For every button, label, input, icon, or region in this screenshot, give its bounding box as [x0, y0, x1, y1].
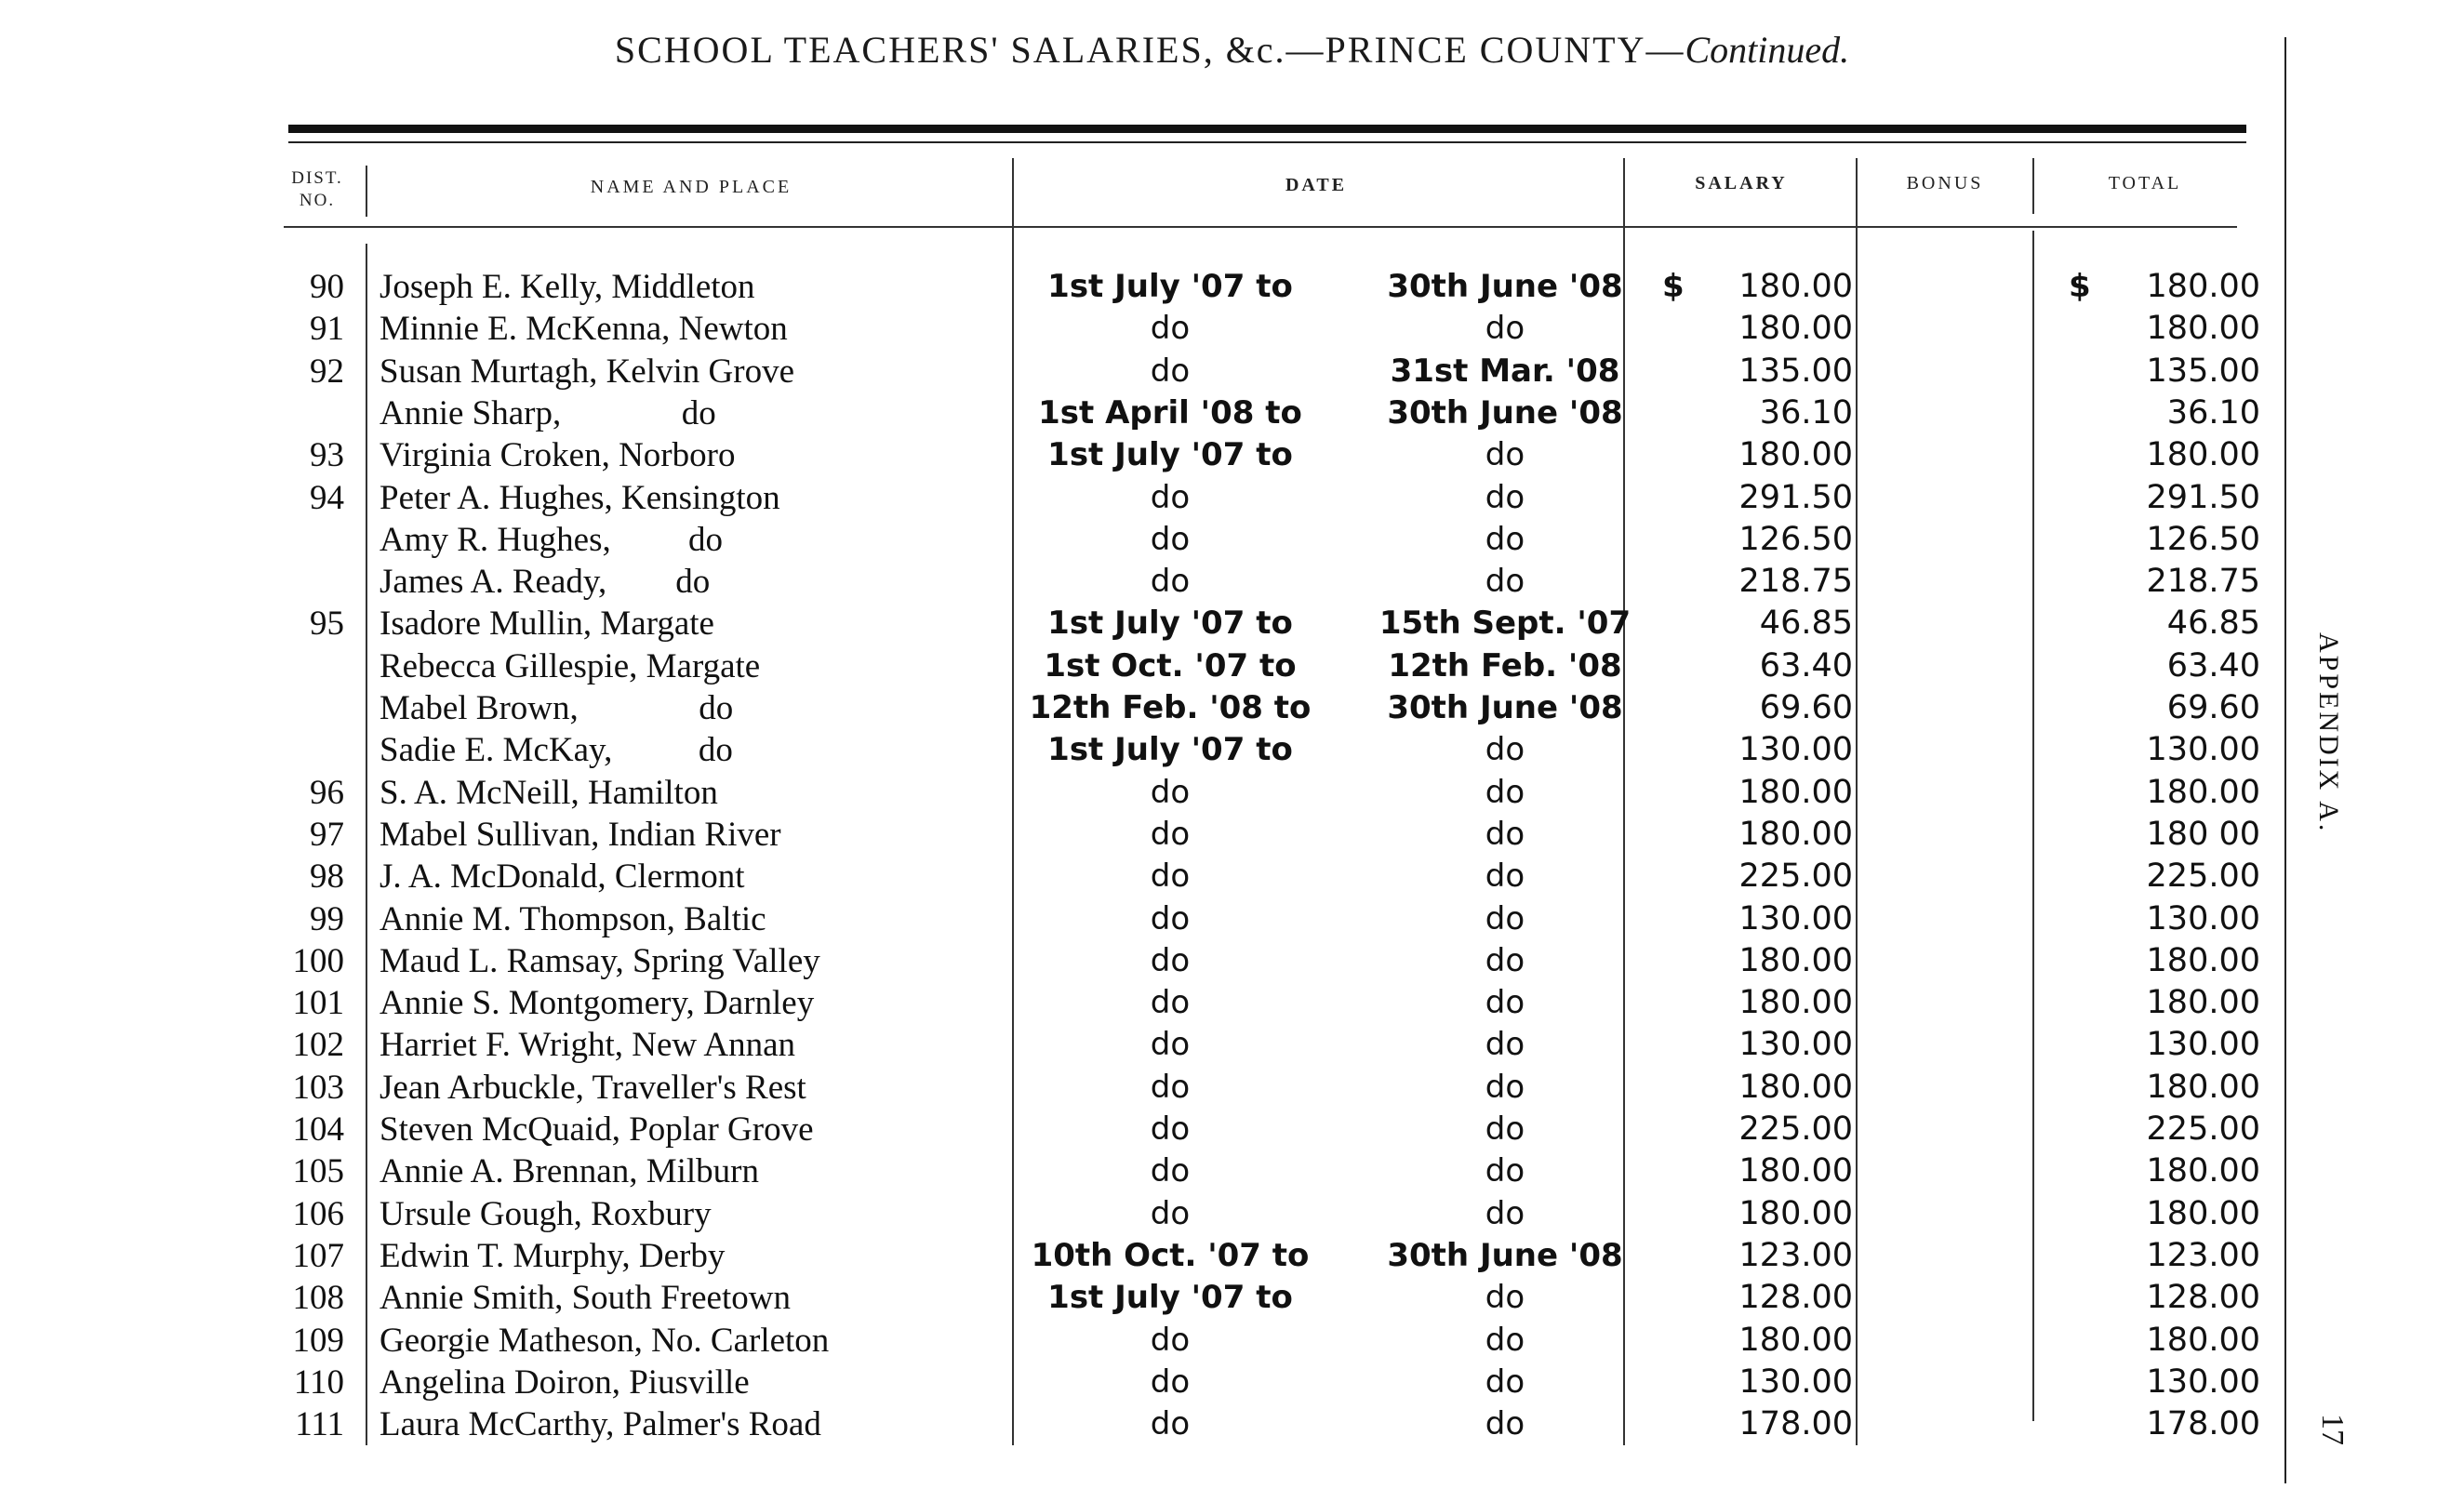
total-value: 130.00 [2146, 1362, 2260, 1401]
date-to: do [1485, 1321, 1525, 1359]
salary-value: 218.75 [1738, 563, 1853, 601]
table-row [0, 1067, 2464, 1109]
salary-value: 180.00 [1738, 1194, 1853, 1232]
date-to: do [1485, 899, 1525, 937]
name-and-place: Amy R. Hughes, do [380, 520, 723, 559]
date-from: do [1150, 1194, 1191, 1232]
date-to: 12th Feb. '08 [1388, 646, 1622, 685]
table-row [0, 1193, 2464, 1235]
total-value: 130.00 [2146, 731, 2260, 769]
date-from: 10th Oct. '07 to [1031, 1236, 1310, 1274]
table-row [0, 477, 2464, 519]
name-and-place: Virginia Croken, Norboro [380, 436, 736, 475]
total-value: 180.00 [2146, 268, 2260, 305]
salary-value: 180.00 [1738, 1068, 1853, 1106]
salary-value: 63.40 [1759, 646, 1853, 685]
date-to: do [1485, 478, 1525, 516]
date-to: do [1485, 984, 1525, 1022]
total-value: 178.00 [2146, 1405, 2260, 1443]
total-value: 180.00 [2146, 1068, 2260, 1106]
total-value: 180.00 [2146, 941, 2260, 979]
title-continued: Continued. [1685, 29, 1850, 71]
table-row [0, 1403, 2464, 1445]
date-to: do [1485, 310, 1525, 348]
salary-value: 178.00 [1738, 1405, 1853, 1443]
salary-value: 180.00 [1738, 1152, 1853, 1190]
dist-no: 110 [293, 1362, 344, 1402]
name-and-place: James A. Ready, do [380, 563, 711, 602]
table-row [0, 519, 2464, 561]
name-and-place: Harriet F. Wright, New Annan [380, 1026, 795, 1065]
date-from: do [1150, 1026, 1191, 1064]
col-header-total: TOTAL [2108, 173, 2182, 193]
name-and-place: Mabel Brown, do [380, 689, 734, 727]
table-row [0, 351, 2464, 392]
table-row [0, 687, 2464, 729]
table-top-thin-rule [288, 141, 2246, 143]
date-to: 15th Sept. '07 [1379, 605, 1632, 643]
date-to: do [1485, 773, 1525, 811]
table-row [0, 392, 2464, 434]
salary-value: 180.00 [1738, 310, 1853, 348]
date-from: 1st July '07 to [1047, 436, 1293, 474]
salary-value: 180.00 [1738, 815, 1853, 853]
salary-value: 130.00 [1738, 1362, 1853, 1401]
table-row [0, 898, 2464, 940]
dist-no: 111 [295, 1405, 344, 1444]
date-to: do [1485, 1362, 1525, 1401]
date-from: 1st July '07 to [1047, 1279, 1293, 1317]
salary-value: 130.00 [1738, 731, 1853, 769]
name-and-place: Annie S. Montgomery, Darnley [380, 984, 815, 1023]
total-value: 69.60 [2166, 689, 2260, 726]
table-row [0, 1277, 2464, 1319]
date-from: 1st July '07 to [1047, 731, 1293, 769]
dist-no: 92 [310, 352, 344, 391]
salary-value: 291.50 [1738, 478, 1853, 516]
total-value: 180.00 [2146, 984, 2260, 1022]
date-from: do [1150, 520, 1191, 558]
date-to: 30th June '08 [1387, 268, 1623, 305]
dist-no: 90 [310, 268, 344, 306]
salary-value: 180.00 [1738, 436, 1853, 474]
table-row [0, 645, 2464, 687]
salary-value: 180.00 [1738, 773, 1853, 811]
col-header-name: NAME AND PLACE [590, 177, 792, 197]
appendix-label: APPENDIX A. [2313, 632, 2344, 834]
name-and-place: Isadore Mullin, Margate [380, 605, 714, 644]
total-value: 130.00 [2146, 899, 2260, 937]
dist-no: 100 [292, 941, 344, 980]
date-to: 30th June '08 [1387, 393, 1623, 432]
dist-no: 91 [310, 310, 344, 349]
name-and-place: Rebecca Gillespie, Margate [380, 646, 761, 685]
name-and-place: Laura McCarthy, Palmer's Road [380, 1405, 821, 1444]
total-value: 180.00 [2146, 436, 2260, 474]
salary-value: 130.00 [1738, 1026, 1853, 1064]
col-header-dist-line1: DIST. [291, 168, 343, 188]
col-rule-dist-header [366, 166, 367, 217]
total-value: 180.00 [2146, 1152, 2260, 1190]
table-row [0, 1320, 2464, 1362]
date-from: do [1150, 941, 1191, 979]
name-and-place: J. A. McDonald, Clermont [380, 857, 745, 897]
dist-no: 97 [310, 815, 344, 854]
name-and-place: Minnie E. McKenna, Newton [380, 310, 788, 349]
page-number: 17 [2315, 1414, 2350, 1445]
dist-no: 105 [292, 1152, 344, 1191]
name-and-place: Ursule Gough, Roxbury [380, 1194, 712, 1233]
table-row [0, 561, 2464, 603]
title-main: SCHOOL TEACHERS' SALARIES, &c.—PRINCE COUNTY— [614, 29, 1685, 71]
date-to: do [1485, 1405, 1525, 1443]
salary-value: 128.00 [1738, 1279, 1853, 1317]
date-from: 1st April '08 to [1038, 393, 1302, 432]
total-value: 130.00 [2146, 1026, 2260, 1064]
date-from: do [1150, 773, 1191, 811]
date-from: do [1150, 857, 1191, 896]
dist-no: 98 [310, 857, 344, 897]
salary-value: 126.50 [1738, 520, 1853, 558]
name-and-place: Annie A. Brennan, Milburn [380, 1152, 759, 1191]
dist-no: 93 [310, 436, 344, 475]
col-header-bonus: BONUS [1906, 173, 1984, 193]
table-row [0, 1150, 2464, 1192]
date-to: do [1485, 815, 1525, 853]
col-header-dist [279, 167, 355, 212]
date-to: do [1485, 731, 1525, 769]
name-and-place: Georgie Matheson, No. Carleton [380, 1321, 830, 1360]
name-and-place: Angelina Doiron, Piusville [380, 1362, 750, 1402]
table-row [0, 603, 2464, 645]
salary-value: 36.10 [1759, 393, 1853, 432]
total-value: 180.00 [2146, 773, 2260, 811]
dist-no: 109 [292, 1321, 344, 1360]
date-to: do [1485, 1152, 1525, 1190]
total-dollar-sign: $ [2069, 268, 2091, 305]
date-from: do [1150, 984, 1191, 1022]
table-row [0, 1024, 2464, 1066]
total-value: 225.00 [2146, 1110, 2260, 1148]
date-from: 1st Oct. '07 to [1044, 646, 1297, 685]
date-to: do [1485, 436, 1525, 474]
total-value: 36.10 [2166, 393, 2260, 432]
table-row [0, 814, 2464, 856]
total-value: 126.50 [2146, 520, 2260, 558]
salary-value: 123.00 [1738, 1236, 1853, 1274]
date-from: do [1150, 1110, 1191, 1148]
salary-value: 180.00 [1738, 984, 1853, 1022]
total-value: 180.00 [2146, 1321, 2260, 1359]
dist-no: 101 [292, 984, 344, 1023]
name-and-place: Susan Murtagh, Kelvin Grove [380, 352, 794, 391]
date-from: do [1150, 1152, 1191, 1190]
total-value: 135.00 [2146, 352, 2260, 390]
date-from: do [1150, 1321, 1191, 1359]
name-and-place: S. A. McNeill, Hamilton [380, 773, 718, 812]
total-value: 218.75 [2146, 563, 2260, 601]
col-header-salary: SALARY [1695, 173, 1788, 193]
table-row [0, 266, 2464, 308]
salary-value: 46.85 [1759, 605, 1853, 643]
total-value: 180.00 [2146, 1194, 2260, 1232]
date-from: 1st July '07 to [1047, 605, 1293, 643]
date-from: do [1150, 478, 1191, 516]
date-to: do [1485, 563, 1525, 601]
salary-value: 180.00 [1738, 268, 1853, 305]
date-to: do [1485, 1279, 1525, 1317]
salary-value: 225.00 [1738, 857, 1853, 896]
total-value: 123.00 [2146, 1236, 2260, 1274]
total-value: 180 00 [2146, 815, 2260, 853]
table-row [0, 1109, 2464, 1150]
date-to: 30th June '08 [1387, 1236, 1623, 1274]
salary-dollar-sign: $ [1662, 268, 1685, 305]
table-row [0, 982, 2464, 1024]
table-row [0, 940, 2464, 982]
table-row [0, 856, 2464, 897]
date-from: do [1150, 352, 1191, 390]
name-and-place: Maud L. Ramsay, Spring Valley [380, 941, 820, 980]
name-and-place: Steven McQuaid, Poplar Grove [380, 1110, 814, 1149]
col-header-date: DATE [1285, 175, 1348, 195]
name-and-place: Joseph E. Kelly, Middleton [380, 268, 755, 306]
total-value: 180.00 [2146, 310, 2260, 348]
name-and-place: Peter A. Hughes, Kensington [380, 478, 780, 517]
date-from: 1st July '07 to [1047, 268, 1293, 305]
dist-no: 102 [292, 1026, 344, 1065]
date-to: do [1485, 1110, 1525, 1148]
total-value: 46.85 [2166, 605, 2260, 643]
header-bottom-rule [284, 226, 2237, 228]
date-to: do [1485, 1068, 1525, 1106]
dist-no: 99 [310, 899, 344, 938]
date-from: do [1150, 815, 1191, 853]
dist-no: 106 [292, 1194, 344, 1233]
date-from: do [1150, 563, 1191, 601]
total-value: 63.40 [2166, 646, 2260, 685]
salary-value: 180.00 [1738, 941, 1853, 979]
name-and-place: Mabel Sullivan, Indian River [380, 815, 781, 854]
total-value: 291.50 [2146, 478, 2260, 516]
date-to: do [1485, 857, 1525, 896]
date-to: 30th June '08 [1387, 689, 1623, 726]
table-row [0, 729, 2464, 771]
name-and-place: Annie Sharp, do [380, 393, 716, 432]
dist-no: 104 [292, 1110, 344, 1149]
name-and-place: Jean Arbuckle, Traveller's Rest [380, 1068, 806, 1107]
col-rule-bonus-header [2032, 158, 2034, 214]
dist-no: 96 [310, 773, 344, 812]
name-and-place: Sadie E. McKay, do [380, 731, 733, 770]
dist-no: 103 [292, 1068, 344, 1107]
salary-value: 180.00 [1738, 1321, 1853, 1359]
name-and-place: Annie M. Thompson, Baltic [380, 899, 766, 938]
name-and-place: Edwin T. Murphy, Derby [380, 1236, 726, 1275]
name-and-place: Annie Smith, South Freetown [380, 1279, 791, 1318]
date-from: do [1150, 899, 1191, 937]
salary-value: 69.60 [1759, 689, 1853, 726]
date-to: do [1485, 520, 1525, 558]
dist-no: 95 [310, 605, 344, 644]
total-value: 128.00 [2146, 1279, 2260, 1317]
table-row [0, 1235, 2464, 1277]
salary-value: 130.00 [1738, 899, 1853, 937]
date-from: do [1150, 1405, 1191, 1443]
dist-no: 108 [292, 1279, 344, 1318]
salary-value: 225.00 [1738, 1110, 1853, 1148]
date-from: do [1150, 1068, 1191, 1106]
page-title [0, 28, 2464, 72]
table-row [0, 434, 2464, 476]
dist-no: 94 [310, 478, 344, 517]
table-top-thick-rule [288, 125, 2246, 133]
table-row [0, 308, 2464, 350]
date-to: do [1485, 1026, 1525, 1064]
date-from: do [1150, 310, 1191, 348]
date-to: do [1485, 1194, 1525, 1232]
dist-no: 107 [292, 1236, 344, 1275]
col-header-dist-line2: NO. [299, 191, 336, 210]
date-from: do [1150, 1362, 1191, 1401]
salary-value: 135.00 [1738, 352, 1853, 390]
date-to: 31st Mar. '08 [1390, 352, 1620, 390]
date-from: 12th Feb. '08 to [1029, 689, 1312, 726]
table-row [0, 1362, 2464, 1403]
total-value: 225.00 [2146, 857, 2260, 896]
table-row [0, 772, 2464, 814]
date-to: do [1485, 941, 1525, 979]
